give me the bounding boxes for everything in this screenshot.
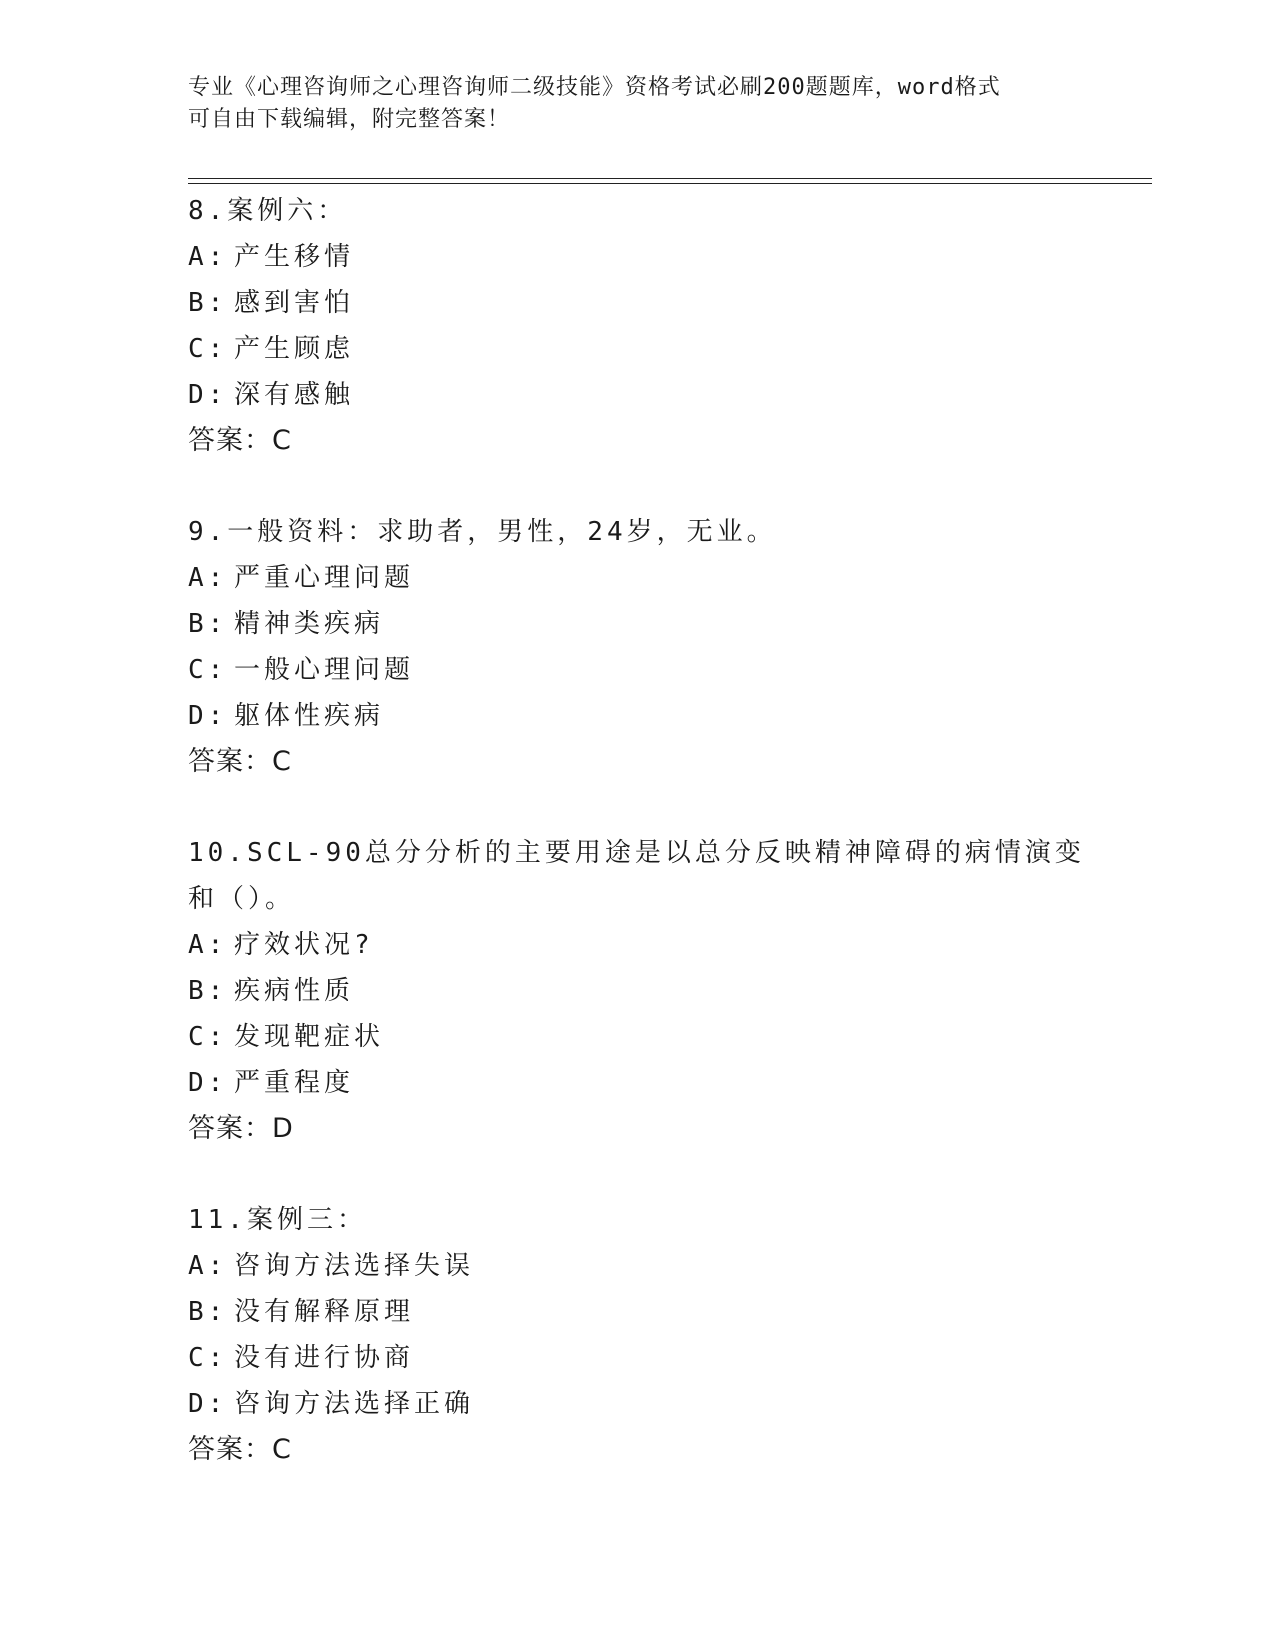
option-a	[188, 922, 1088, 968]
option-text: 疗效状况?	[234, 930, 374, 960]
answer-line: 答案：C	[188, 1434, 292, 1465]
option-letter: D:	[188, 701, 228, 731]
option-letter: A:	[188, 563, 228, 593]
option-d	[188, 1060, 1088, 1106]
header-divider-bottom	[188, 183, 1152, 184]
spacer	[188, 785, 1088, 830]
option-text: 产生移情	[234, 242, 355, 272]
spacer	[188, 464, 1088, 509]
option-letter: C:	[188, 1022, 228, 1052]
header-line-2: 可自由下载编辑，附完整答案！	[188, 107, 511, 132]
option-letter: A:	[188, 1251, 228, 1281]
option-letter: C:	[188, 655, 228, 685]
option-b	[188, 601, 1088, 647]
option-a	[188, 1243, 1088, 1289]
spacer	[188, 1152, 1088, 1197]
document-header	[188, 72, 1068, 136]
option-b	[188, 1289, 1088, 1335]
question-stem: 11.案例三：	[188, 1205, 367, 1235]
option-text: 精神类疾病	[234, 609, 385, 639]
option-letter: C:	[188, 1343, 228, 1373]
option-a	[188, 234, 1088, 280]
option-c	[188, 1335, 1088, 1381]
option-text: 一般心理问题	[234, 655, 415, 685]
option-text: 发现靶症状	[234, 1022, 385, 1052]
option-text: 躯体性疾病	[234, 701, 385, 731]
header-divider-top	[188, 178, 1152, 179]
option-b	[188, 280, 1088, 326]
option-d	[188, 1381, 1088, 1427]
question-stem: 10.SCL-90总分分析的主要用途是以总分反映精神障碍的病情演变和（）。	[188, 838, 1085, 914]
option-d	[188, 372, 1088, 418]
option-text: 严重心理问题	[234, 563, 415, 593]
option-c	[188, 326, 1088, 372]
option-letter: A:	[188, 930, 228, 960]
option-text: 没有进行协商	[234, 1343, 415, 1373]
question-stem: 9.一般资料：求助者，男性，24岁，无业。	[188, 517, 777, 547]
answer-line: 答案：C	[188, 425, 292, 456]
option-text: 严重程度	[234, 1068, 355, 1098]
question-8	[188, 188, 1088, 464]
option-text: 深有感触	[234, 380, 355, 410]
question-stem: 8.案例六：	[188, 196, 348, 226]
option-text: 咨询方法选择正确	[234, 1389, 475, 1419]
option-letter: B:	[188, 609, 228, 639]
question-9	[188, 509, 1088, 785]
option-letter: A:	[188, 242, 228, 272]
question-11	[188, 1197, 1088, 1473]
header-line-1: 专业《心理咨询师之心理咨询师二级技能》资格考试必刷200题题库，word格式	[188, 75, 1001, 100]
option-d	[188, 693, 1088, 739]
option-letter: B:	[188, 288, 228, 318]
question-10	[188, 830, 1088, 1152]
option-c	[188, 1014, 1088, 1060]
option-letter: D:	[188, 380, 228, 410]
answer-line: 答案：D	[188, 1113, 294, 1144]
option-text: 疾病性质	[234, 976, 355, 1006]
option-a	[188, 555, 1088, 601]
option-letter: D:	[188, 1389, 228, 1419]
option-text: 没有解释原理	[234, 1297, 415, 1327]
answer-line: 答案：C	[188, 746, 292, 777]
question-list	[188, 188, 1088, 1473]
option-letter: B:	[188, 1297, 228, 1327]
option-letter: D:	[188, 1068, 228, 1098]
option-b	[188, 968, 1088, 1014]
option-letter: C:	[188, 334, 228, 364]
option-letter: B:	[188, 976, 228, 1006]
option-text: 感到害怕	[234, 288, 355, 318]
option-text: 咨询方法选择失误	[234, 1251, 475, 1281]
option-text: 产生顾虑	[234, 334, 355, 364]
option-c	[188, 647, 1088, 693]
